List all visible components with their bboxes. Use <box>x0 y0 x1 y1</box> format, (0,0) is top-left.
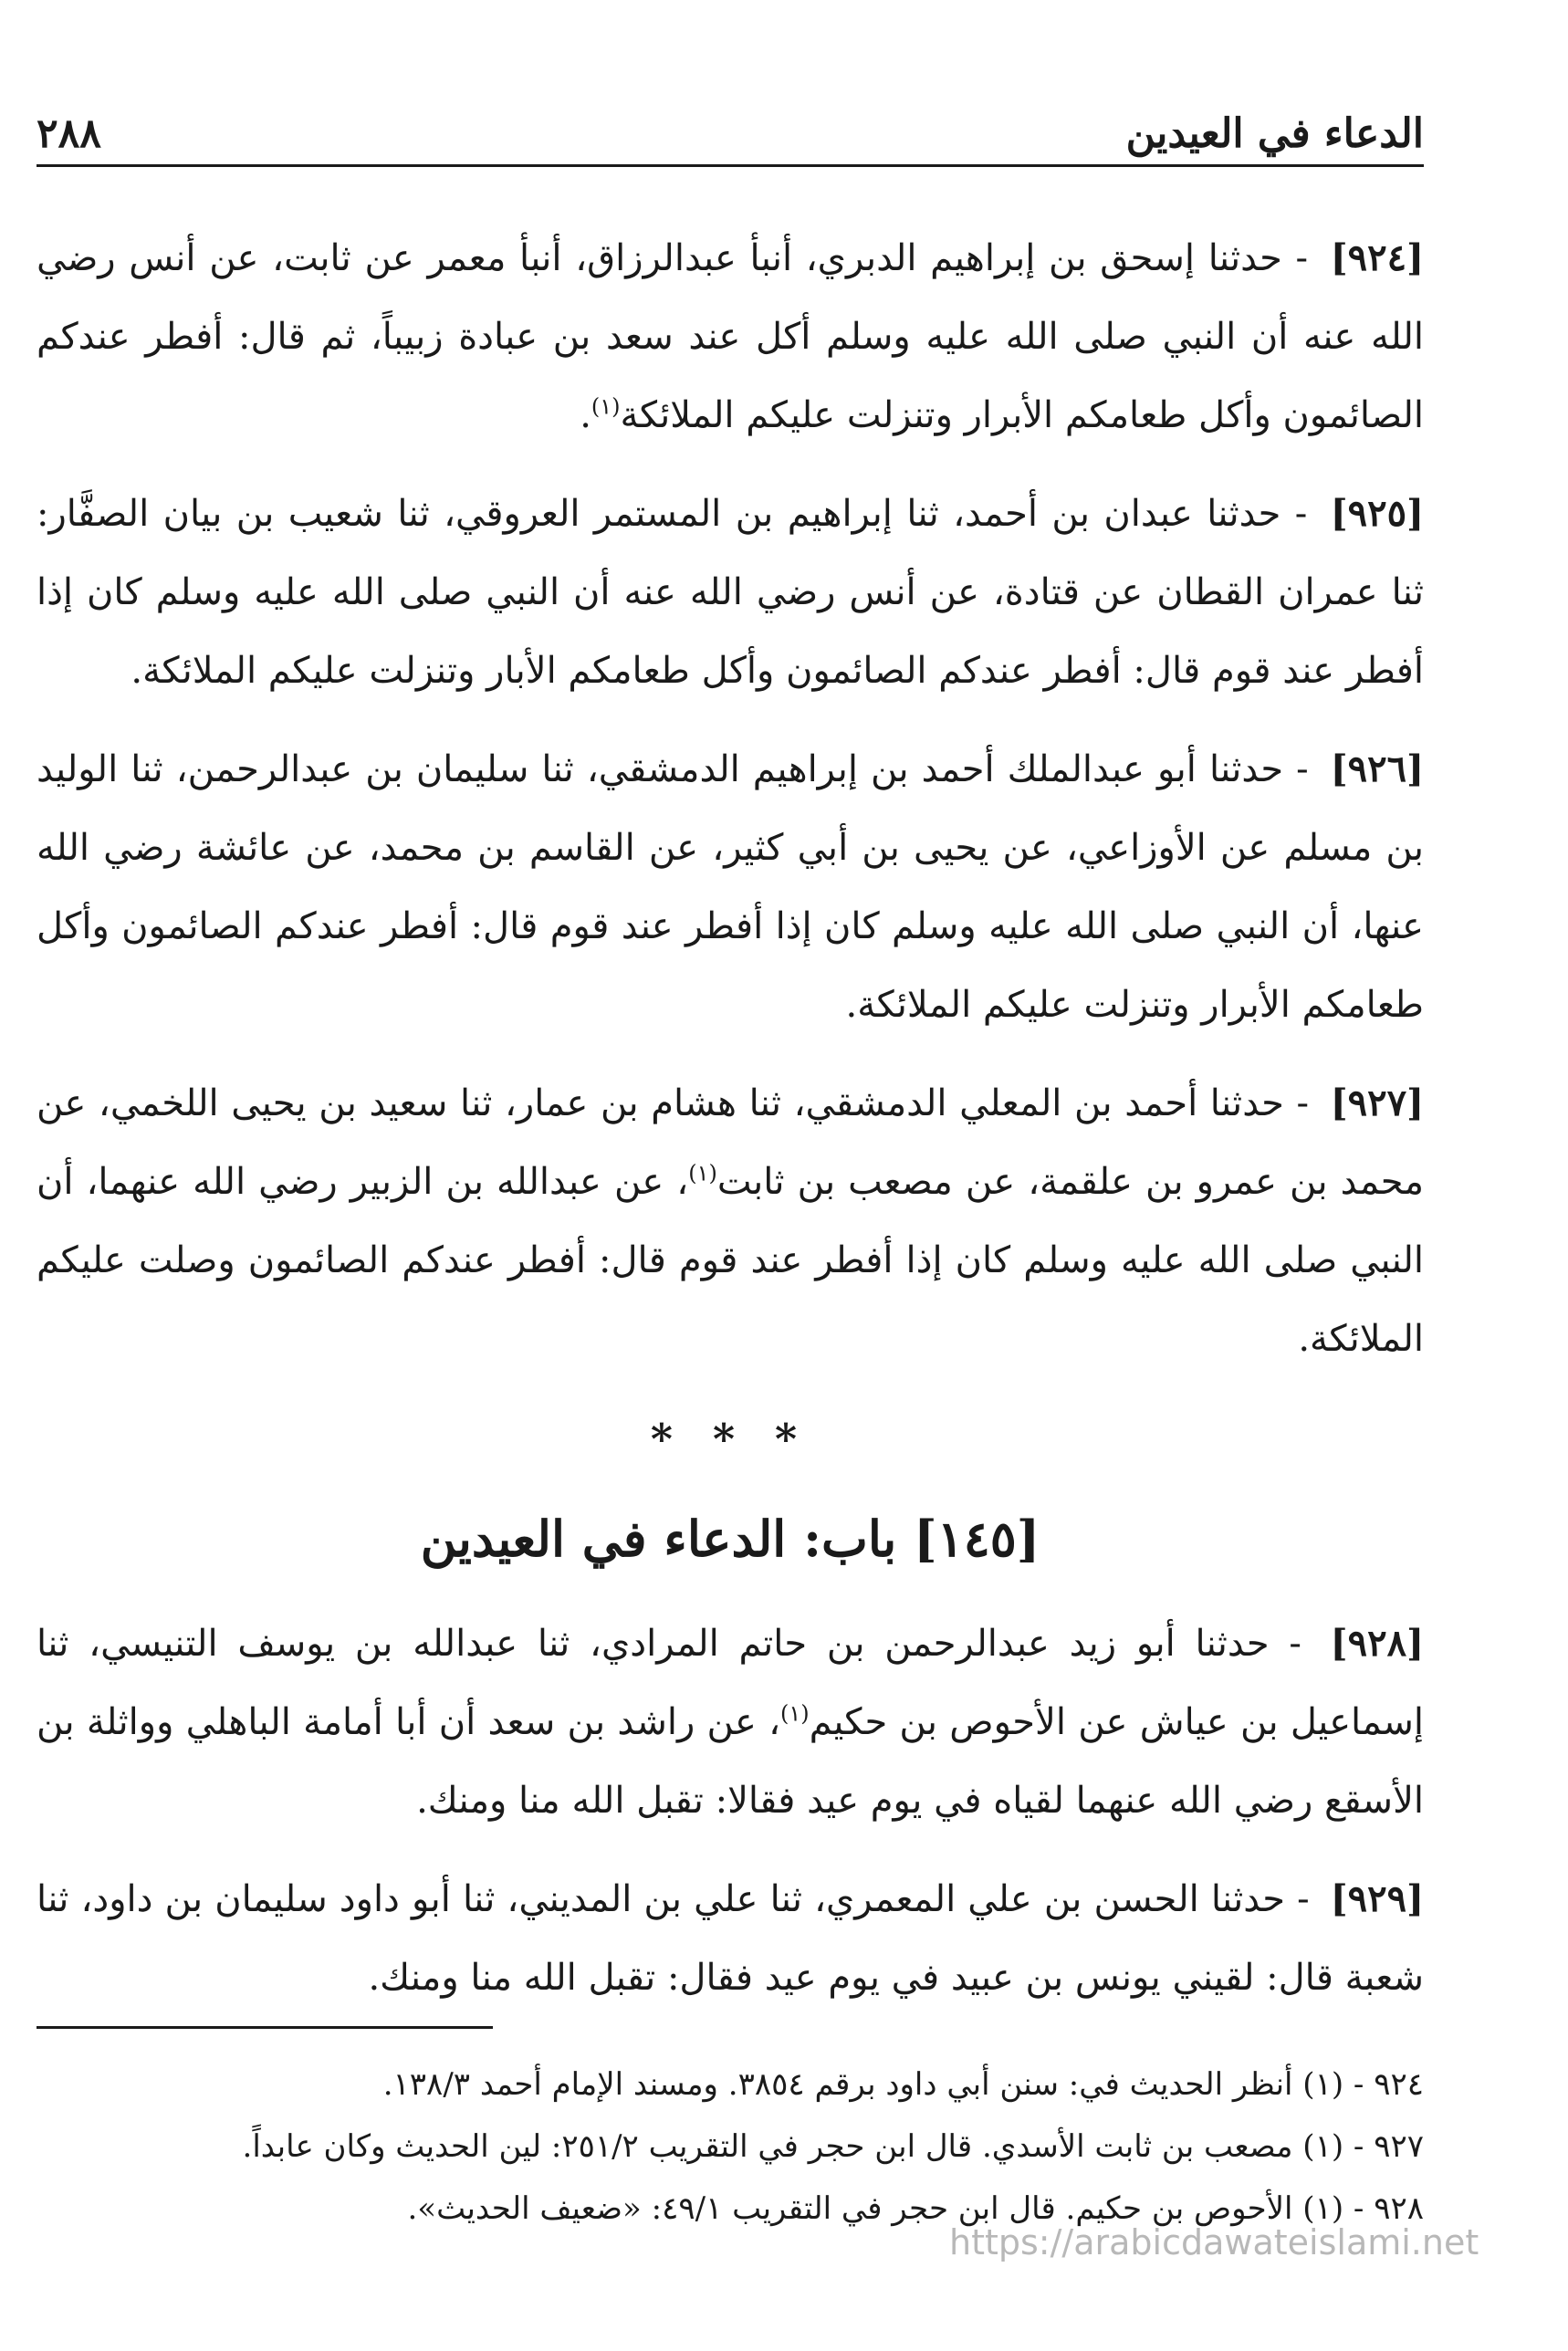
hadith-number: [٩٢٦] <box>1330 747 1425 790</box>
hadith-number: [٩٢٩] <box>1330 1877 1425 1920</box>
book-page <box>37 82 1424 2309</box>
hadith-text-tail: ، عن راشد بن سعد أن أبا أمامة الباهلي وواثلة بن الأسقع رضي الله عنهما لقياه في يوم عيد فقالا: تقبل الله منا ومنك. <box>37 1701 1424 1822</box>
hadith-paragraph <box>37 1064 1424 1378</box>
running-title: الدعاء في العيدين <box>1125 110 1424 157</box>
hadith-paragraph <box>37 219 1424 455</box>
hadith-text: - حدثنا أبو زيد عبدالرحمن بن حاتم المرادي، ثنا عبدالله بن يوسف التنيسي، ثنا إسماعيل بن عياش عن الأحوص بن حكيم <box>37 1623 1425 1743</box>
hadith-paragraph <box>37 1604 1424 1840</box>
hadith-paragraph <box>37 475 1424 710</box>
hadith-text: - حدثنا الحسن بن علي المعمري، ثنا علي بن المديني، ثنا أبو داود سليمان بن داود، ثنا شعبة قال: لقيني يونس بن عبيد في يوم عيد فقال: تقبل الله منا ومنك. <box>37 1878 1424 1999</box>
hadith-paragraph <box>37 1860 1424 2017</box>
footnote-ref[interactable]: (١) <box>688 1160 717 1186</box>
page-number: ٢٨٨ <box>37 110 101 157</box>
hadith-number: [٩٢٧] <box>1330 1081 1425 1124</box>
hadith-number: [٩٢٨] <box>1330 1622 1424 1665</box>
hadith-text: - حدثنا إسحق بن إبراهيم الدبري، أنبأ عبدالرزاق، أنبأ معمر عن ثابت، عن أنس رضي الله عنه أن النبي صلى الله عليه وسلم أكل عند سعد بن عبادة زبيباً، ثم قال: أفطر عندكم الصائمون وأكل طعامكم الأبرار وتنزلت عليكم الملائكة <box>37 237 1424 436</box>
hadith-text: - حدثنا أبو عبدالملك أحمد بن إبراهيم الدمشقي، ثنا سليمان بن عبدالرحمن، ثنا الوليد بن مسلم عن الأوزاعي، عن يحيى بن أبي كثير، عن القاسم بن محمد، عن عائشة رضي الله عنها، أن النبي صلى الله عليه وسلم كان إذا أفطر عند قوم قال: أفطر عندكم الصائمون وأكل طعامكم الأبرار وتنزلت عليكم الملائكة. <box>37 748 1424 1026</box>
footnote: ٩٢٨ - (١) الأحوص بن حكيم. قال ابن حجر في التقريب ٤٩/١: «ضعيف الحديث». <box>407 2190 1424 2227</box>
hadith-paragraph <box>37 730 1424 1044</box>
main-text <box>37 219 1424 2037</box>
footnote: ٩٢٧ - (١) مصعب بن ثابت الأسدي. قال ابن حجر في التقريب ٢٥١/٢: لين الحديث وكان عابداً. <box>242 2128 1424 2165</box>
footnote: ٩٢٤ - (١) أنظر الحديث في: سنن أبي داود برقم ٣٨٥٤. ومسند الإمام أحمد ١٣٨/٣. <box>382 2066 1424 2103</box>
hadith-number: [٩٢٤] <box>1330 236 1425 279</box>
hadith-number: [٩٢٥] <box>1330 492 1425 535</box>
hadith-text-tail: . <box>580 394 591 436</box>
hadith-text-tail: ، عن عبدالله بن الزبير رضي الله عنهما، أن النبي صلى الله عليه وسلم كان إذا أفطر عند قوم قال: أفطر عندكم الصائمون وصلت عليكم الملائكة. <box>37 1161 1424 1360</box>
footnote-divider <box>37 2026 493 2029</box>
page-header <box>37 100 1424 167</box>
footnote-ref[interactable]: (١) <box>780 1700 810 1727</box>
footnotes <box>37 2053 1424 2240</box>
footnote-ref[interactable]: (١) <box>591 393 621 420</box>
chapter-heading: [١٤٥] باب: الدعاء في العيدين <box>420 1510 1040 1568</box>
watermark-url: https://arabicdawateislami.net <box>949 2222 1479 2262</box>
section-separator: * * * <box>650 1415 810 1464</box>
hadith-text: - حدثنا عبدان بن أحمد، ثنا إبراهيم بن المستمر العروقي، ثنا شعيب بن بيان الصفَّار: ثنا عمران القطان عن قتادة، عن أنس رضي الله عنه أن النبي صلى الله عليه وسلم كان إذا أفطر عند قوم قال: أفطر عندكم الصائمون وأكل طعامكم الأبار وتنزلت عليكم الملائكة. <box>37 493 1424 692</box>
hadith-text: - حدثنا أحمد بن المعلي الدمشقي، ثنا هشام بن عمار، ثنا سعيد بن يحيى اللخمي، عن محمد بن عمرو بن علقمة، عن مصعب بن ثابت <box>37 1082 1424 1203</box>
